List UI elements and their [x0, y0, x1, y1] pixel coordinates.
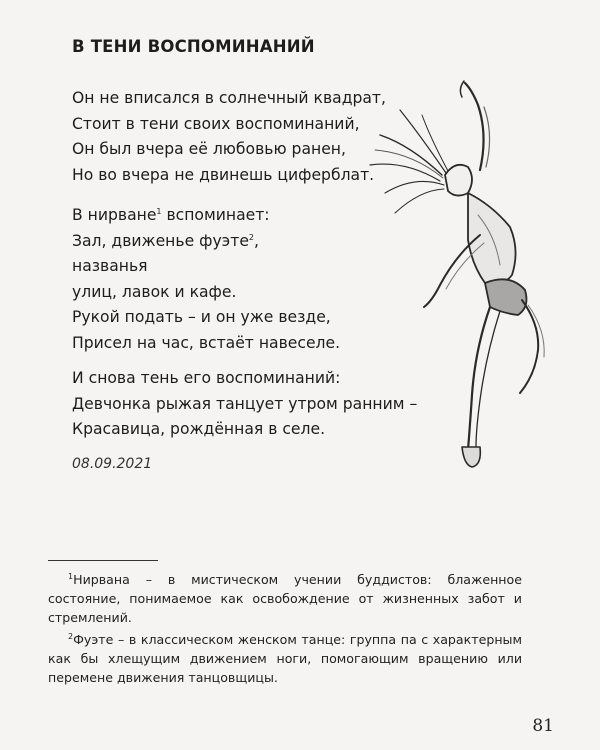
poem-date: 08.09.2021	[72, 456, 153, 472]
dancer-illustration	[360, 75, 560, 475]
poem-line: Но во вчера не двинешь циферблат.	[72, 165, 375, 184]
footnote-body	[48, 630, 522, 687]
footnote-1	[48, 570, 522, 627]
footnote-text: Фуэте – в классическом женском танце: группа па с характерным как бы хлещущим движением ноги, помогающим вращению или перемене движения танцовщицы.	[48, 632, 522, 685]
footnote-mark: 1	[68, 571, 74, 581]
poem-line: названья	[72, 257, 148, 275]
poem-line: улиц, лавок и кафе.	[72, 282, 237, 301]
poem-text: В нирване	[72, 206, 157, 224]
poem-line: Красавица, рождённая в селе.	[72, 420, 326, 438]
footnote-2	[48, 630, 522, 687]
poem-line: Девчонка рыжая танцует утром ранним –	[72, 394, 418, 413]
poem-line	[72, 229, 340, 255]
footnote-text: Нирвана – в мистическом учении буддистов: блаженное состояние, понимаемое как освобождение от жизненных забот и стремлений.	[48, 572, 522, 625]
poem-text: ,	[254, 231, 259, 250]
stanza-2	[72, 203, 340, 356]
stanza-1	[72, 86, 386, 188]
footnote-ref[interactable]: 2	[248, 232, 255, 242]
footnote-mark: 2	[68, 631, 74, 641]
poem-line: Он был вчера её любовью ранен,	[72, 140, 346, 158]
poem-line: Стоит в тени своих воспоминаний,	[72, 114, 360, 133]
poem-line: Присел на час, встаёт навеселе.	[72, 333, 341, 352]
poem-title: В ТЕНИ ВОСПОМИНАНИЙ	[72, 37, 315, 56]
poem-line: Рукой подать – и он уже везде,	[72, 308, 331, 326]
footnote-ref[interactable]: 1	[156, 206, 162, 216]
footnote-divider	[48, 560, 158, 561]
poem-line: Он не вписался в солнечный квадрат,	[72, 89, 386, 107]
footnote-body	[48, 570, 522, 627]
page-number: 81	[532, 716, 554, 736]
poem-line	[72, 203, 340, 229]
poem-line: И снова тень его воспоминаний:	[72, 369, 341, 387]
poem-text: Зал, движенье фуэте	[72, 231, 249, 250]
poem-text: вспоминает:	[161, 206, 270, 224]
